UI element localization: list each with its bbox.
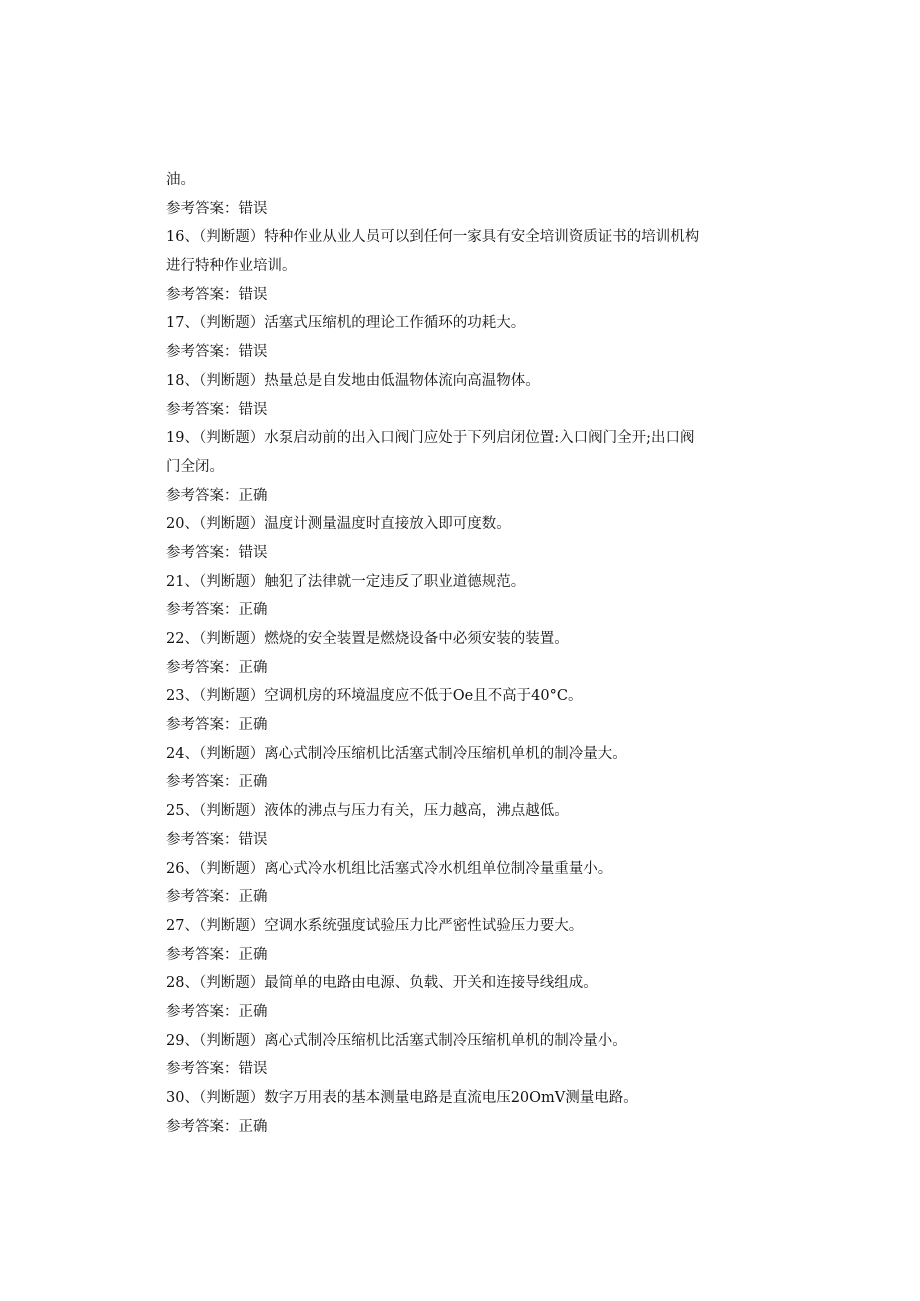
reference-answer-21: 参考答案：正确 — [166, 602, 268, 619]
reference-answer-25: 参考答案：错误 — [166, 831, 268, 848]
reference-answer-28: 参考答案：正确 — [166, 1003, 268, 1020]
reference-answer-24: 参考答案：正确 — [166, 774, 268, 791]
reference-answer-26: 参考答案：正确 — [166, 889, 268, 906]
question-19-continuation: 门全闭。 — [166, 458, 224, 475]
question-28: 28、（判断题）最简单的电路由电源、负载、开关和连接导线组成。 — [166, 975, 598, 992]
question-22: 22、（判断题）燃烧的安全装置是燃烧设备中必须安装的装置。 — [166, 631, 569, 647]
reference-answer-29: 参考答案：错误 — [166, 1061, 268, 1078]
question-30: 30、（判断题）数字万用表的基本测量电路是直流电压20OmV测量电路。 — [166, 1090, 638, 1106]
question-17: 17、（判断题）活塞式压缩机的理论工作循环的功耗大。 — [166, 315, 526, 332]
reference-answer-20: 参考答案：错误 — [166, 544, 268, 561]
question-19: 19、（判断题）水泵启动前的出入口阀门应处于下列启闭位置:入口阀门全开;出口阀 — [166, 430, 695, 447]
question-24: 24、（判断题）离心式制冷压缩机比活塞式制冷压缩机单机的制冷量大。 — [166, 745, 627, 762]
reference-answer-17: 参考答案：错误 — [166, 344, 268, 361]
reference-answer-30: 参考答案：正确 — [166, 1118, 268, 1135]
question-20: 20、（判断题）温度计测量温度时直接放入即可度数。 — [166, 516, 511, 533]
question-25: 25、（判断题）液体的沸点与压力有关，压力越高，沸点越低。 — [166, 803, 569, 820]
reference-answer-22: 参考答案：正确 — [166, 659, 268, 676]
question-27: 27、（判断题）空调水系统强度试验压力比严密性试验压力要大。 — [166, 917, 584, 934]
question-26: 26、（判断题）离心式冷水机组比活塞式冷水机组单位制冷量重量小。 — [166, 860, 613, 877]
question-23: 23、（判断题）空调机房的环境温度应不低于Oe且不高于40°C。 — [166, 688, 583, 705]
reference-answer-27: 参考答案：正确 — [166, 946, 268, 963]
question-continuation: 油。 — [166, 172, 195, 188]
question-16: 16、（判断题）特种作业从业人员可以到任何一家具有安全培训资质证书的培训机构 — [166, 229, 700, 246]
document-page — [166, 166, 766, 1141]
question-21: 21、（判断题）触犯了法律就一定违反了职业道德规范。 — [166, 573, 526, 590]
question-29: 29、（判断题）离心式制冷压缩机比活塞式制冷压缩机单机的制冷量小。 — [166, 1032, 627, 1049]
reference-answer-19: 参考答案：正确 — [166, 487, 268, 504]
question-18: 18、（判断题）热量总是自发地由低温物体流向高温物体。 — [166, 372, 540, 389]
reference-answer-18: 参考答案：错误 — [166, 401, 268, 418]
reference-answer: 参考答案：错误 — [166, 200, 268, 217]
reference-answer-23: 参考答案：正确 — [166, 717, 268, 734]
reference-answer-16: 参考答案：错误 — [166, 286, 268, 303]
question-16-continuation: 进行特种作业培训。 — [166, 258, 297, 275]
